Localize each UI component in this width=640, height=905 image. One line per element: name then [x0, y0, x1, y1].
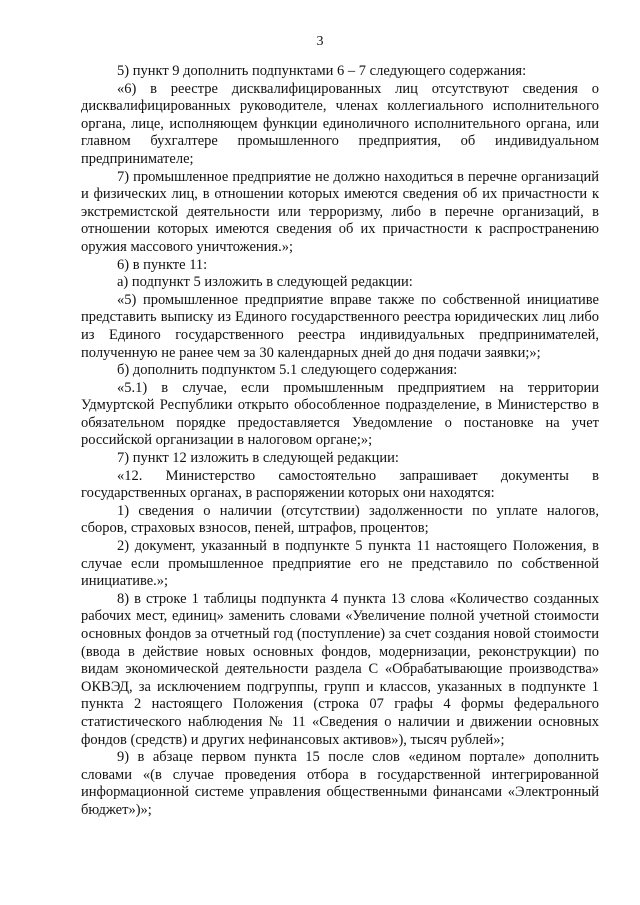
paragraph-item-6: 6) в пункте 11:: [117, 256, 208, 273]
paragraph-item-9: 9) в абзаце первом пункта 15 после слов «едином портале» дополнить словами «(в случае проведения отбора в государственной интегрированной информационной системе управления общественными финансами «Электронный бюджет»)»;: [81, 749, 599, 818]
paragraph-quote-12-1: 1) сведения о наличии (отсутствии) задолженности по уплате налогов, сборов, страховых взносов, пеней, штрафов, процентов;: [81, 502, 599, 537]
paragraph-quote-12: «12. Министерство самостоятельно запрашивает документы в государственных органах, в распоряжении которых они находятся:: [81, 467, 599, 502]
document-body: [81, 63, 599, 820]
paragraph-subitem-7: 7) промышленное предприятие не должно находиться в перечне организаций и физических лиц, в отношении которых имеются сведения об их причастности к экстремистской деятельности или терроризму, либо в перечне организаций, в отношении которых имеются сведения об их причастности к распространению оружия массового уничтожения.»;: [81, 168, 599, 255]
paragraph-subitem-b: б) дополнить подпунктом 5.1 следующего содержания:: [117, 362, 458, 379]
paragraph-item-7: 7) пункт 12 изложить в следующей редакции:: [117, 450, 399, 467]
paragraph-item-5: 5) пункт 9 дополнить подпунктами 6 – 7 следующего содержания:: [117, 63, 527, 79]
paragraph-quote-5: «5) промышленное предприятие вправе также по собственной инициативе представить выписку из Единого государственного реестра юридических лиц либо из Единого государственного реестра индивидуальных предпринимателей, полученную не ранее чем за 30 календарных дней до дня подачи заявки;»;: [81, 291, 599, 361]
page-number: 3: [316, 34, 324, 49]
paragraph-item-8: 8) в строке 1 таблицы подпункта 4 пункта 13 слова «Количество созданных рабочих мест, единиц» заменить словами «Увеличение полной учетной стоимости основных фондов за отчетный год (поступление) за счет создания новой стоимости (ввода в действие новых основных фондов, модернизации, реконструкции) по видам экономической деятельности раздела С «Обрабатывающие производства» ОКВЭД, за исключением подгруппы, групп и классов, указанных в подпункте 1 пункта 2 настоящего Положения (строка 07 графы 4 формы федерального статистического наблюдения № 11 «Сведения о наличии и движении основных фондов (средств) и других нефинансовых активов»), тысяч рублей»;: [81, 590, 599, 748]
paragraph-subitem-6: «6) в реестре дисквалифицированных лиц отсутствуют сведения о дисквалифицированных руководителе, членах коллегиального исполнительного органа, лице, исполняющем функции единоличного исполнительного органа, или главном бухгалтере промышленного предприятия, об индивидуальном предпринимателе;: [81, 80, 599, 167]
paragraph-quote-5-1: «5.1) в случае, если промышленным предприятием на территории Удмуртской Республики открыто обособленное подразделение, в Министерство в обязательном порядке предоставляется Уведомление о постановке на учет российской организации в налоговом органе;»;: [81, 379, 599, 449]
paragraph-quote-12-2: 2) документ, указанный в подпункте 5 пункта 11 настоящего Положения, в случае если промышленное предприятие его не представило по собственной инициативе.»;: [81, 538, 599, 590]
paragraph-subitem-a: а) подпункт 5 изложить в следующей редакции:: [117, 274, 413, 291]
